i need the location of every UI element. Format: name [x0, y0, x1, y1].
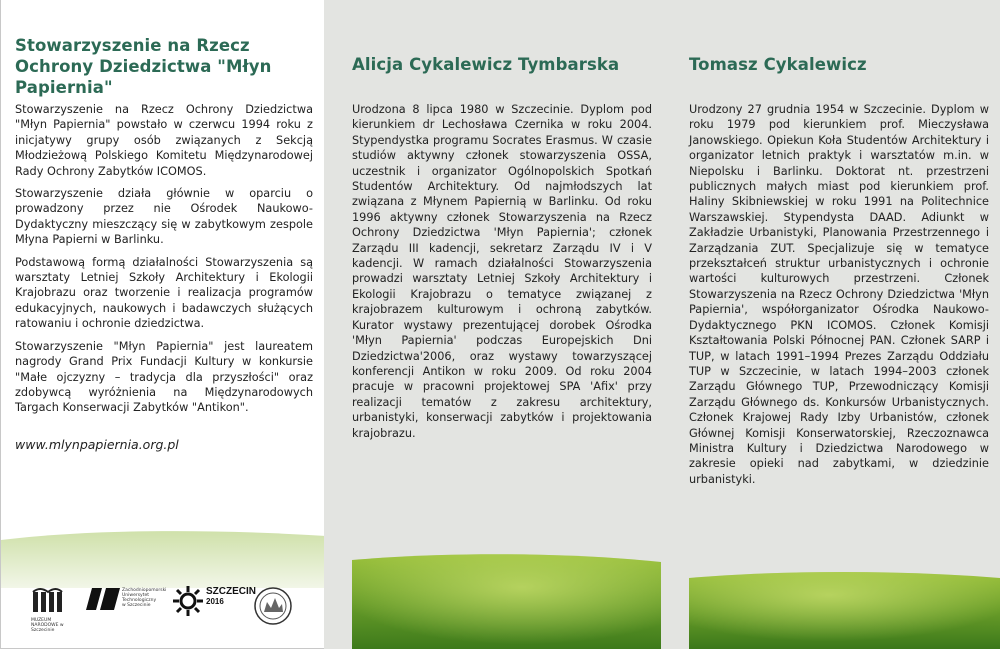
partner-logos: [31, 586, 301, 632]
university-label: Zachodniopomorski Uniwersytet Technologiczny w Szczecinie: [122, 588, 167, 608]
museum-label: MUZEUM NARODOWE w Szczecinie: [31, 618, 64, 633]
grass-image: [324, 554, 661, 649]
association-paragraph-4: Stowarzyszenie "Młyn Papiernia" jest laureatem nagrody Grand Prix Fundacji Kultury w konkursie "Małe ojczyzny – tradycja dla przyszłości" oraz zdobywcą wyróżnienia na Międzynarodowych Targach Konserwacji Zabytków "Antikon".: [15, 339, 313, 415]
association-paragraph-3: Podstawową formą działalności Stowarzyszenia są warsztaty Letniej Szkoły Architektury i Ekologii Krajobrazu oraz tworzenie i realizacja programów edukacyjnych, naukowych i badawczych służących ratowaniu i ochronie dziedzictwa.: [15, 255, 313, 331]
tomasz-bio-text: Urodzony 27 grudnia 1954 w Szczecinie. Dyplom w roku 1979 pod kierunkiem prof. Mieczysława Janowskiego. Opiekun Koła Studentów Architektury i organizator letnich praktyk i warsztatów m.in. w Niepolsku i Barlinku. Doktorat nt. przestrzeni publicznych małych miast pod kierunkiem prof. Haliny Skibniewskiej w roku 1991 na Politechnice Warszawskiej. Stypendysta DAAD. Adiunkt w Zakładzie Urbanistyki, Planowania Przestrzennego i Zarządzania ZUT. Specjalizuje się w tematyce przekształceń struktur urbanistycznych i ochronie wartości kulturowych przestrzeni. Członek Stowarzyszenia na Rzecz Ochrony Dziedzictwa 'Młyn Papiernia', współorganizator Ośrodka Naukowo-Dydaktycznego PKN ICOMOS. Członek Komisji Kształtowania Polski Północnej PAN. Członek SARP i TUP, w latach 1991–1994 Prezes Zarządu Oddziału TUP w Szczecinie, w latach 1994–2003 członek Zarządu Głównego TUP, Przewodniczący Komisji Zarządu Głównego ds. Konkursów Urbanistycznych. Członek Krajowej Rady Izby Urbanistów, członek Głównej Komisji Konserwatorskiej, Rzeczoznawca Ministra Kultury i Dziedzictwa Narodowego w zakresie opieki nad zabytkami, w dziedzinie urbanistyki.: [689, 103, 989, 486]
szczecin-year: 2016: [206, 597, 224, 606]
grass-band: [1, 528, 324, 588]
szczecin-label: SZCZECIN: [206, 586, 256, 597]
association-title: Stowarzyszenie na Rzecz Ochrony Dziedzictwa "Młyn Papiernia": [15, 36, 272, 97]
seal-icon: [253, 586, 293, 626]
sun-emblem-icon: [173, 586, 203, 616]
szczecin-logo: [173, 586, 256, 616]
museum-logo: [31, 586, 75, 633]
tomasz-bio: [689, 102, 989, 494]
alicja-bio-text: Urodzona 8 lipca 1980 w Szczecinie. Dyplom pod kierunkiem dr Lechosława Czernika w roku 2004. Stypendystka programu Socrates Erasmus. W czasie studiów aktywny członek stowarzyszenia OSSA, uczestnik i organizator Ogólnopolskich Spotkań Studentów Architektury. Od najmłodszych lat związana z Młynem Papiernią w Barlinku. Od roku 1996 aktywny członek Stowarzyszenia na Rzecz Ochrony Dziedzictwa 'Młyn Papiernia'; członek Zarządu III kadencji, sekretarz Zarządu IV i V kadencji. W ramach działalności Stowarzyszenia prowadzi warsztaty Letniej Szkoły Architektury i Ekologii Krajobrazu o tematyce związanej z krajobrazem kulturowym i ochroną zabytków. Kurator wystawy prezentującej dorobek Ośrodka 'Młyn Papiernia' podczas Europejskich Dni Dziedzictwa'2006, oraz wystawy towarzyszącej konferencji Antikon w roku 2009. Od roku 2004 pracuje w pracowni projektowej SPA 'Afix' przy realizacji tematów z zakresu architektury, urbanistyki, konserwacji zabytków i projektowania krajobrazu.: [352, 103, 652, 440]
grass-image: [661, 572, 1000, 649]
alicja-bio: [352, 102, 652, 448]
association-text: [15, 102, 313, 423]
alicja-name: Alicja Cykalewicz Tymbarska: [352, 55, 620, 74]
tomasz-name: Tomasz Cykalewicz: [689, 55, 867, 74]
museum-icon: [31, 586, 67, 614]
university-logo: [86, 586, 167, 612]
seal-logo: [253, 586, 295, 630]
association-paragraph-1: Stowarzyszenie na Rzecz Ochrony Dziedzictwa "Młyn Papiernia" powstało w czerwcu 1994 roku z inicjatywy grupy osób związanych z Sekcją Młodzieżową Polskiego Komitetu Międzynarodowej Rady Ochrony Zabytków ICOMOS.: [15, 103, 313, 178]
alicja-column: [324, 0, 661, 649]
association-column: [0, 0, 324, 649]
university-icon: [86, 586, 120, 612]
website-link[interactable]: www.mlynpapiernia.org.pl: [15, 437, 179, 452]
association-paragraph-2: Stowarzyszenie działa głównie w oparciu o prowadzony przez nie Ośrodek Naukowo-Dydaktyczny mieszczący się w zabytkowym zespole Młyna Papierni w Barlinku.: [15, 187, 313, 247]
tomasz-column: [661, 0, 1000, 649]
